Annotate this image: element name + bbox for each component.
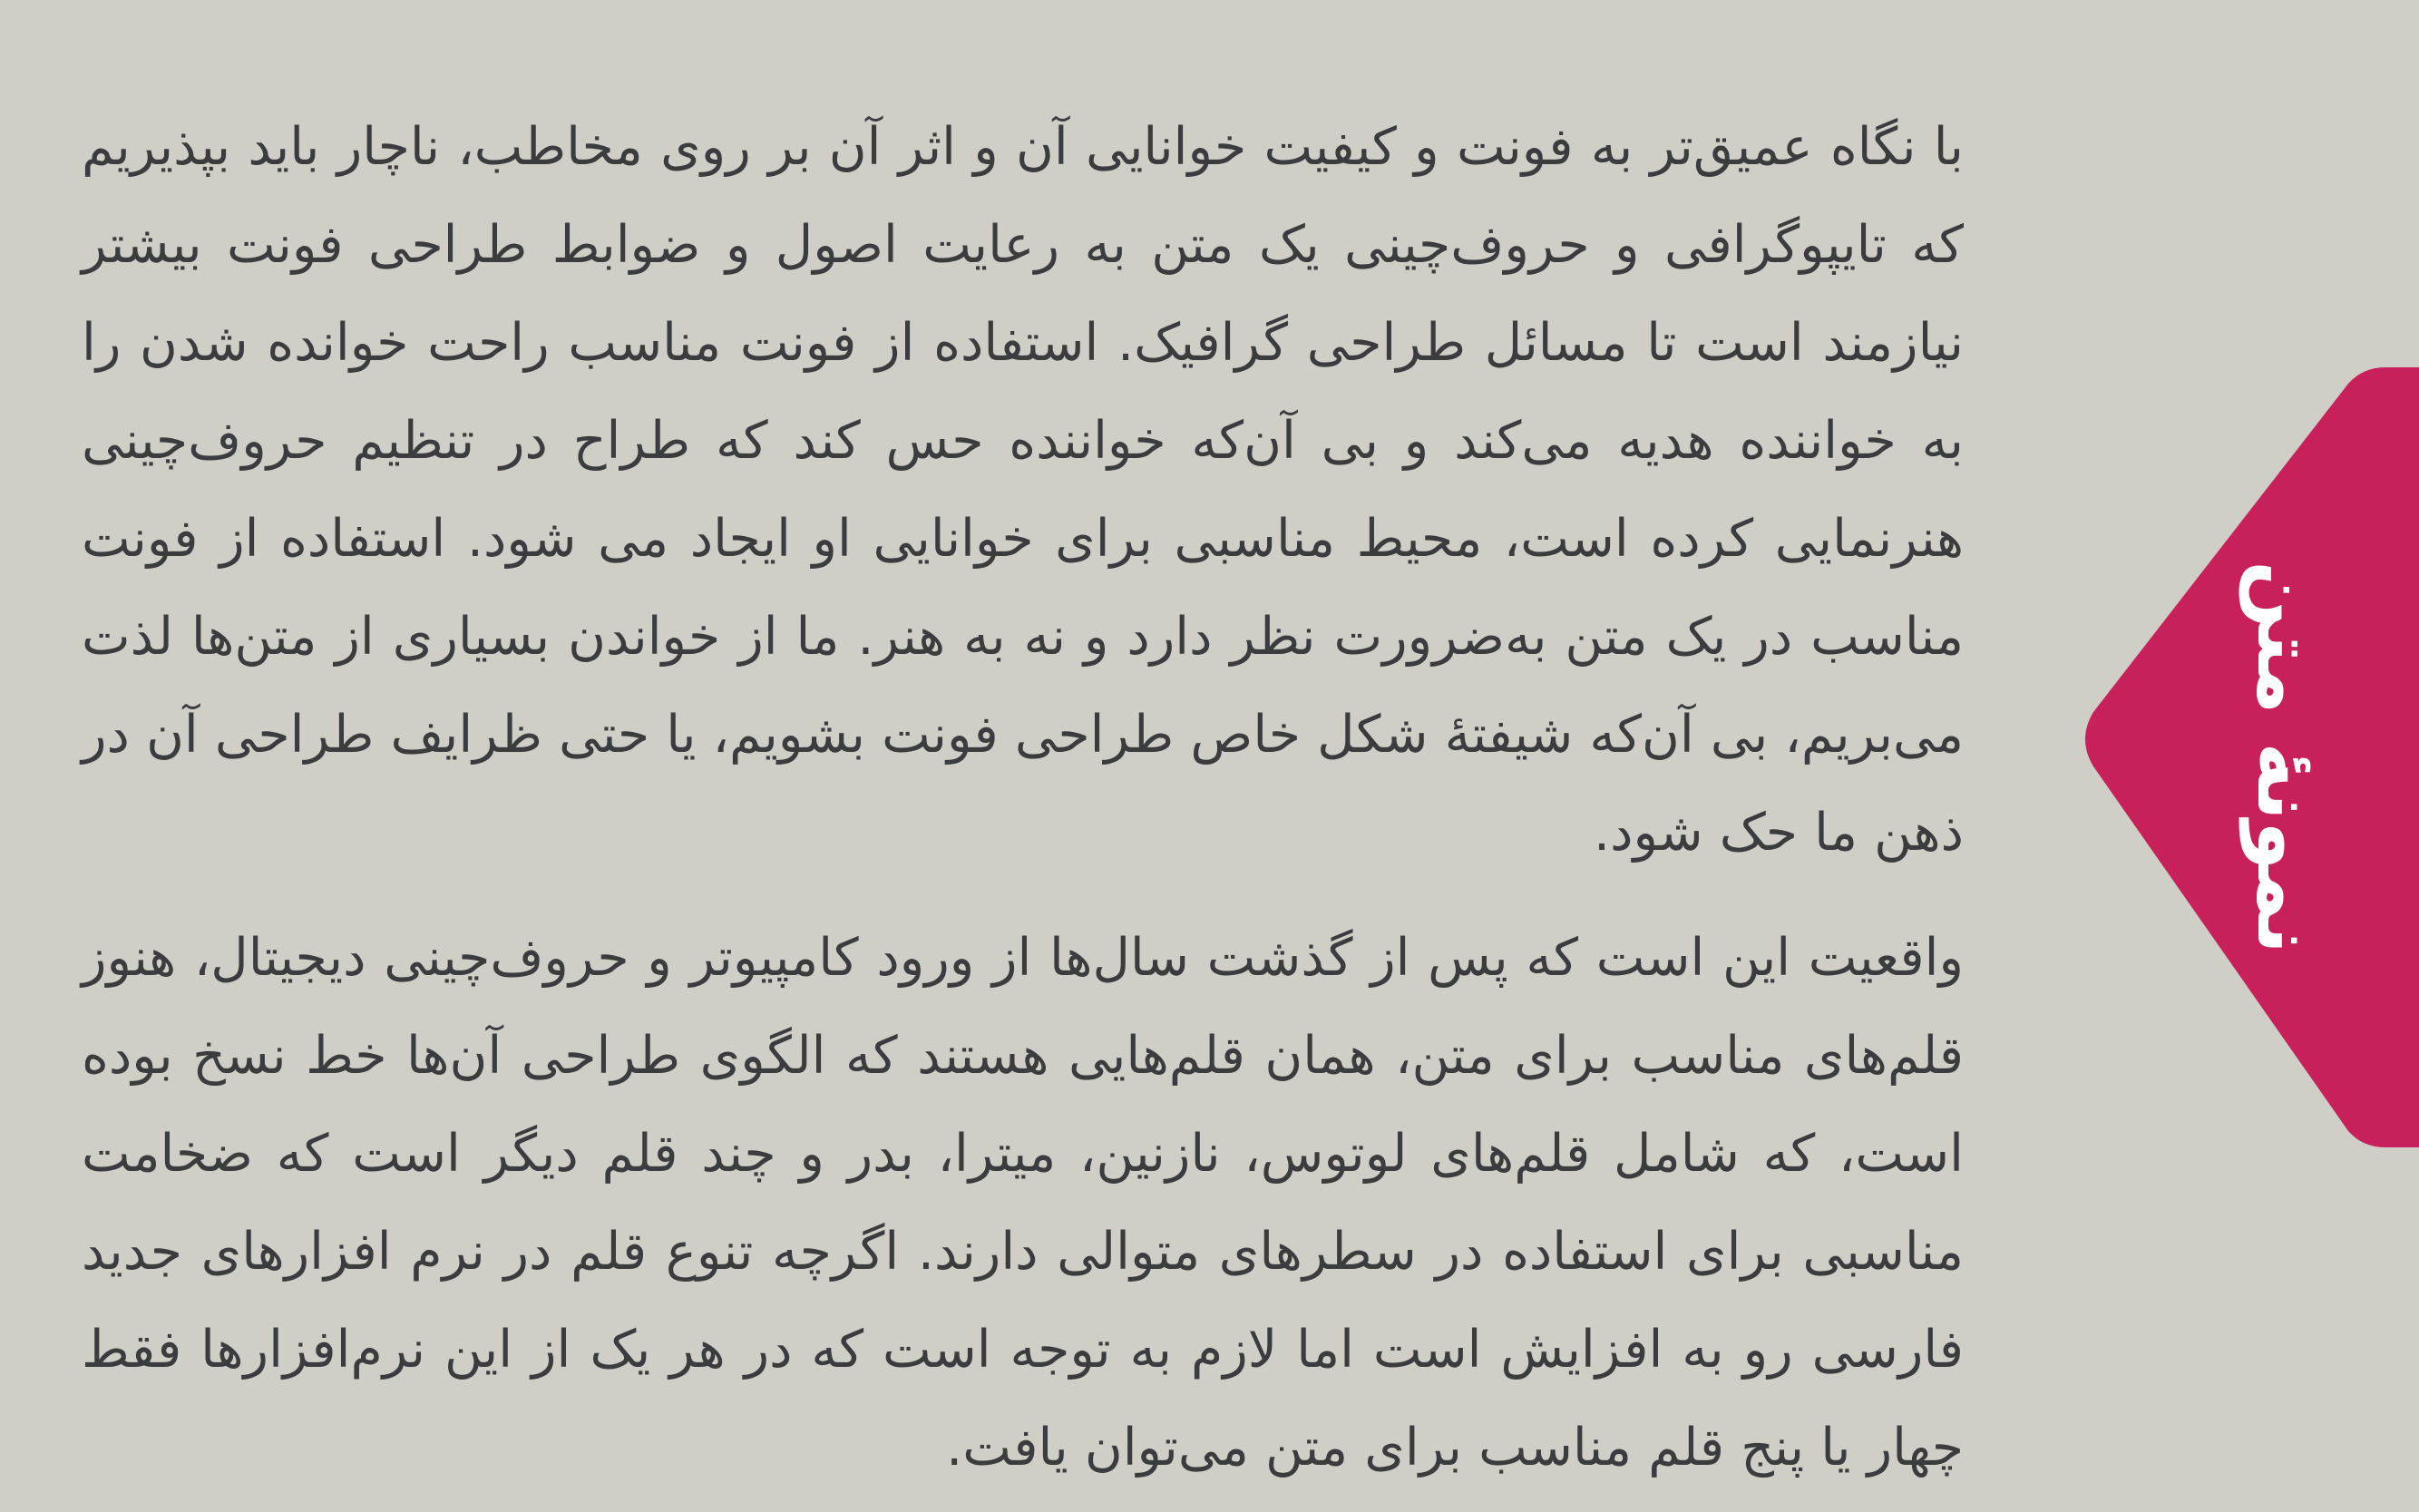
tab-label: نمونهٔ متن [2239, 561, 2333, 954]
paragraph-1: با نگاه عمیق‌تر به فونت و کیفیت خوانایی آن و اثر آن بر روی مخاطب، ناچار باید بپذیریم که تایپوگرافی و حروف‌چینی یک متن به رعایت اصول و ضوابط طراحی فونت بیشتر نیازمند است تا مسائل طراحی گرافیک. استفاده از فونت مناسب راحت خوانده شدن را به خواننده هدیه می‌کند و بی آن‌که خواننده حس کند که طراح در تنظیم حروف‌چینی هنرنمایی کرده است، محیط مناسبی برای خوانایی او ایجاد می شود. استفاده از فونت مناسب در یک متن به‌ضرورت نظر دارد و نه به هنر. ما از خواندن بسیاری از متن‌ها لذت می‌بریم، بی آن‌که شیفتهٔ شکل خاص طراحی فونت بشویم، یا حتی ظرایف طراحی آن در ذهن ما حک شود. [82, 117, 1964, 863]
paragraph-2: واقعیت این است که پس از گذشت سال‌ها از ورود کامپیوتر و حروف‌چینی دیجیتال، هنوز قلم‌های مناسب برای متن، همان قلم‌هایی هستند که الگوی طراحی آن‌ها خط نسخ بوده است، که شامل قلم‌های لوتوس، نازنین، میترا، بدر و چند قلم دیگر است که ضخامت مناسبی برای استفاده در سطرهای متوالی دارند. اگرچه تنوع قلم در نرم افزارهای جدید فارسی رو به افزایش است اما لازم به توجه است که در هر یک از این نرم‌افزارها فقط چهار یا پنج قلم مناسب برای متن می‌توان یافت. [82, 928, 1964, 1478]
article-body [82, 98, 1964, 1497]
sample-text-tab [2077, 367, 2419, 1147]
